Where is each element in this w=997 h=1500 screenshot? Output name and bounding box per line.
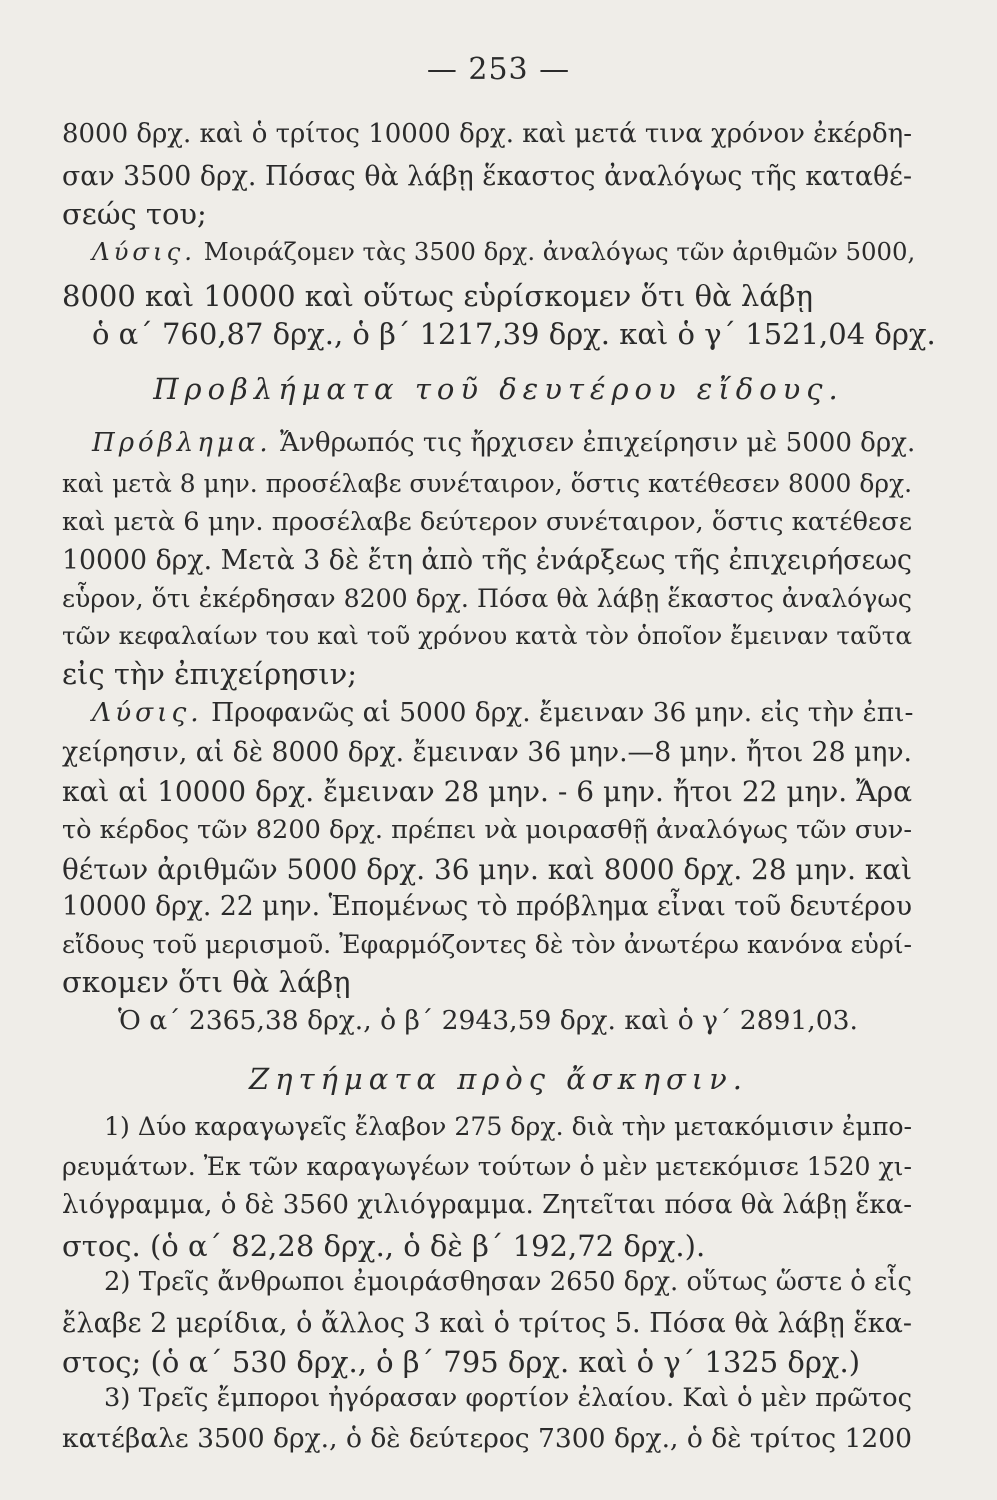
section-heading: Ζητήματα πρὸς ἄσκησιν. bbox=[248, 1062, 749, 1096]
body-line: 8000 δρχ. καὶ ὁ τρίτος 10000 δρχ. καὶ μετά τινα χρόνον ἐκέρδη- bbox=[62, 119, 912, 149]
body-line: καὶ αἱ 10000 δρχ. ἔμειναν 28 μην. - 6 μην. ἤτοι 22 μην. Ἄρα bbox=[62, 775, 912, 808]
body-line: 10000 δρχ. Μετὰ 3 δὲ ἔτη ἀπὸ τῆς ἐνάρξεως τῆς ἐπιχειρήσεως bbox=[62, 545, 912, 576]
body-line: σαν 3500 δρχ. Πόσας θὰ λάβῃ ἕκαστος ἀναλόγως τῆς καταθέ- bbox=[62, 161, 912, 192]
body-line: σεώς του; bbox=[62, 197, 207, 231]
exercise-line: 3) Τρεῖς ἔμποροι ἠγόρασαν φορτίον ἐλαίου. Καὶ ὁ μὲν πρῶτος bbox=[104, 1383, 912, 1413]
solution-label: Λύσις. bbox=[92, 237, 196, 266]
body-line: τῶν κεφαλαίων του καὶ τοῦ χρόνου κατὰ τὸν ὁποῖον ἔμειναν ταῦτα bbox=[62, 621, 912, 650]
problem-label: Πρόβλημα. bbox=[92, 428, 272, 458]
page-number: — 253 — bbox=[426, 52, 571, 87]
exercise-line: λιόγραμμα, ὁ δὲ 3560 χιλιόγραμμα. Ζητεῖται πόσα θὰ λάβῃ ἕκα- bbox=[62, 1190, 912, 1220]
exercise-line: ρευμάτων. Ἐκ τῶν καραγωγέων τούτων ὁ μὲν μετεκόμισε 1520 χι- bbox=[62, 1152, 912, 1181]
solution-label: Λύσις. bbox=[92, 697, 203, 728]
body-line: 8000 καὶ 10000 καὶ οὕτως εὑρίσκομεν ὅτι θὰ λάβῃ bbox=[62, 279, 813, 313]
exercise-line: 2) Τρεῖς ἄνθρωποι ἐμοιράσθησαν 2650 δρχ. οὕτως ὥστε ὁ εἷς bbox=[104, 1267, 913, 1297]
body-line: καὶ μετὰ 6 μην. προσέλαβε δεύτερον συνέταιρον, ὅστις κατέθεσε bbox=[62, 507, 912, 537]
body-line: σκομεν ὅτι θὰ λάβῃ bbox=[62, 965, 351, 999]
exercise-line: 1) Δύο καραγωγεῖς ἔλαβον 275 δρχ. διὰ τὴν μετακόμισιν ἐμπο- bbox=[104, 1112, 913, 1141]
exercise-line: στος. (ὁ α΄ 82,28 δρχ., ὁ δὲ β΄ 192,72 δρχ.). bbox=[62, 1229, 706, 1263]
body-line: τὸ κέρδος τῶν 8200 δρχ. πρέπει νὰ μοιρασθῇ ἀναλόγως τῶν συν- bbox=[62, 815, 912, 845]
exercise-line: κατέβαλε 3500 δρχ., ὁ δὲ δεύτερος 7300 δρχ., ὁ δὲ τρίτος 1200 bbox=[62, 1423, 912, 1454]
problem-line: Πρόβλημα. Ἄνθρωπός τις ἤρχισεν ἐπιχείρησιν μὲ 5000 δρχ. bbox=[92, 428, 916, 458]
section-heading: Προβλήματα τοῦ δευτέρου εἴδους. bbox=[153, 372, 844, 406]
body-line: θέτων ἀριθμῶν 5000 δρχ. 36 μην. καὶ 8000 δρχ. 28 μην. καὶ bbox=[62, 853, 912, 886]
body-line: εἴδους τοῦ μερισμοῦ. Ἐφαρμόζοντες δὲ τὸν ἀνωτέρω κανόνα εὑρί- bbox=[62, 930, 912, 959]
body-line: καὶ μετὰ 8 μην. προσέλαβε συνέταιρον, ὅστις κατέθεσεν 8000 δρχ. bbox=[62, 469, 912, 498]
body-line: 10000 δρχ. 22 μην. Ἑπομένως τὸ πρόβλημα εἶναι τοῦ δευτέρου bbox=[62, 891, 912, 922]
solution-line: Λύσις. Μοιράζομεν τὰς 3500 δρχ. ἀναλόγως τῶν ἀριθμῶν 5000, bbox=[92, 237, 916, 266]
body-line: εὗρον, ὅτι ἐκέρδησαν 8200 δρχ. Πόσα θὰ λάβῃ ἕκαστος ἀναλόγως bbox=[62, 584, 912, 613]
body-line: χείρησιν, αἱ δὲ 8000 δρχ. ἔμειναν 36 μην.—8 μην. ἤτοι 28 μην. bbox=[62, 737, 912, 768]
exercise-line: στος; (ὁ α΄ 530 δρχ., ὁ β΄ 795 δρχ. καὶ ὁ γ΄ 1325 δρχ.) bbox=[62, 1345, 861, 1379]
solution-line: Λύσις. Προφανῶς αἱ 5000 δρχ. ἔμειναν 36 μην. εἰς τὴν ἐπι- bbox=[92, 697, 914, 728]
exercise-line: ἔλαβε 2 μερίδια, ὁ ἄλλος 3 καὶ ὁ τρίτος 5. Πόσα θὰ λάβῃ ἕκα- bbox=[62, 1308, 912, 1339]
result-line: Ὁ α΄ 2365,38 δρχ., ὁ β΄ 2943,59 δρχ. καὶ ὁ γ΄ 2891,03. bbox=[118, 1005, 858, 1036]
body-line: ὁ α΄ 760,87 δρχ., ὁ β΄ 1217,39 δρχ. καὶ ὁ γ΄ 1521,04 δρχ. bbox=[92, 317, 936, 351]
body-line: εἰς τὴν ἐπιχείρησιν; bbox=[62, 657, 358, 691]
